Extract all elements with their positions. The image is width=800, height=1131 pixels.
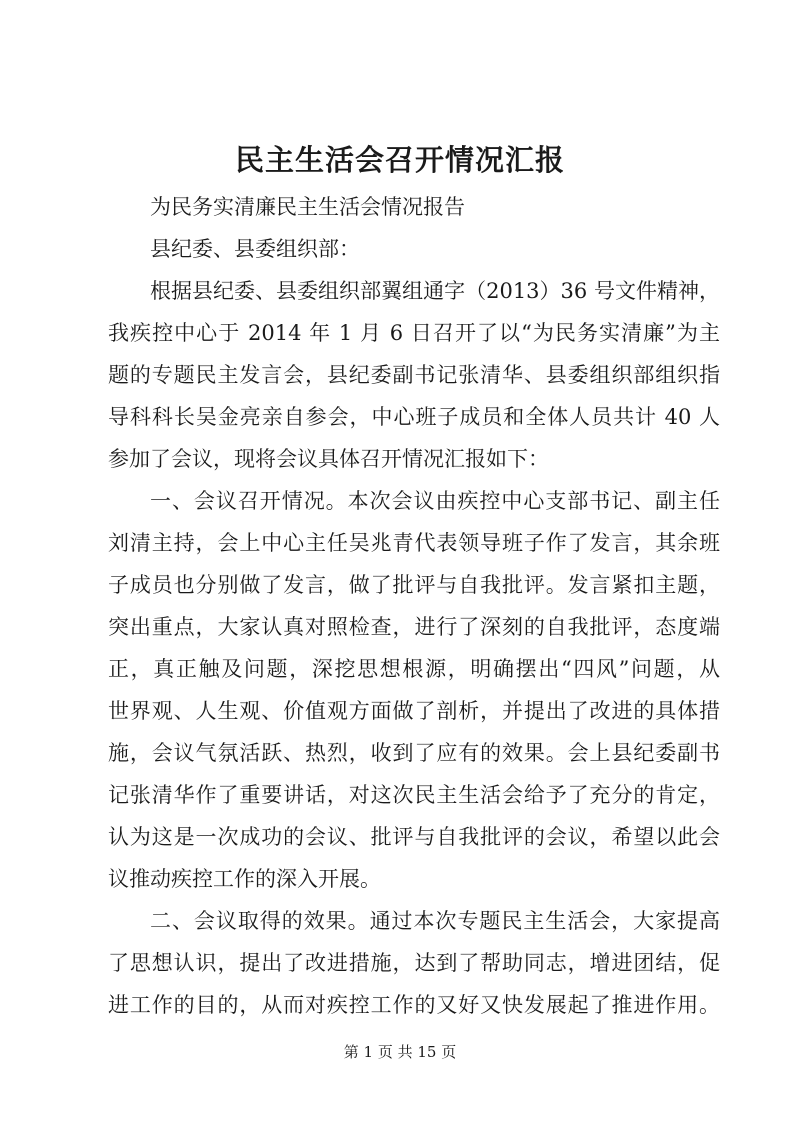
paragraph-line: 记张清华作了重要讲话，对这次民主生活会给予了充分的肯定， [108,783,720,807]
paragraph-line: 议推动疾控工作的深入开展。 [108,867,381,891]
document-body [108,186,720,1026]
paragraph-line: 子成员也分别做了发言，做了批评与自我批评。发言紧扣主题， [108,573,720,597]
paragraph-meeting-details [108,480,720,900]
paragraph-line: 参加了会议，现将会议具体召开情况汇报如下： [108,447,549,471]
paragraph-line: 二、会议取得的效果。通过本次专题民主生活会，大家提高 [150,909,720,933]
paragraph-line: 正，真正触及问题，深挖思想根源，明确摆出“四风”问题，从 [108,657,720,681]
paragraph-line: 根据县纪委、县委组织部翼组通字（2013）36 号文件精神， [150,279,720,303]
paragraph-line: 突出重点，大家认真对照检查，进行了深刻的自我批评，态度端 [108,615,720,639]
document-title: 民主生活会召开情况汇报 [234,143,565,177]
paragraph-line: 刘清主持，会上中心主任吴兆青代表领导班子作了发言，其余班 [108,531,720,555]
paragraph-line: 我疾控中心于 2014 年 1 月 6 日召开了以“为民务实清廉”为主 [108,321,720,345]
paragraph-intro [108,270,720,480]
salutation: 县纪委、县委组织部： [150,237,360,261]
report-subtitle: 为民务实清廉民主生活会情况报告 [150,195,465,219]
paragraph-line: 世界观、人生观、价值观方面做了剖析，并提出了改进的具体措 [108,699,720,723]
paragraph-line: 题的专题民主发言会，县纪委副书记张清华、县委组织部组织指 [108,363,720,387]
paragraph-results [108,900,720,1026]
paragraph-line: 一、会议召开情况。本次会议由疾控中心支部书记、副主任 [150,489,720,513]
paragraph-line: 进工作的目的，从而对疾控工作的又好又快发展起了推进作用。 [108,993,720,1017]
paragraph-line: 了思想认识，提出了改进措施，达到了帮助同志，增进团结，促 [108,951,720,975]
paragraph-line: 施，会议气氛活跃、热烈，收到了应有的效果。会上县纪委副书 [108,741,720,765]
page-number: 第 1 页 共 15 页 [343,1043,457,1061]
paragraph-line: 认为这是一次成功的会议、批评与自我批评的会议，希望以此会 [108,825,720,849]
paragraph-line: 导科科长吴金亮亲自参会，中心班子成员和全体人员共计 40 人 [108,405,720,429]
